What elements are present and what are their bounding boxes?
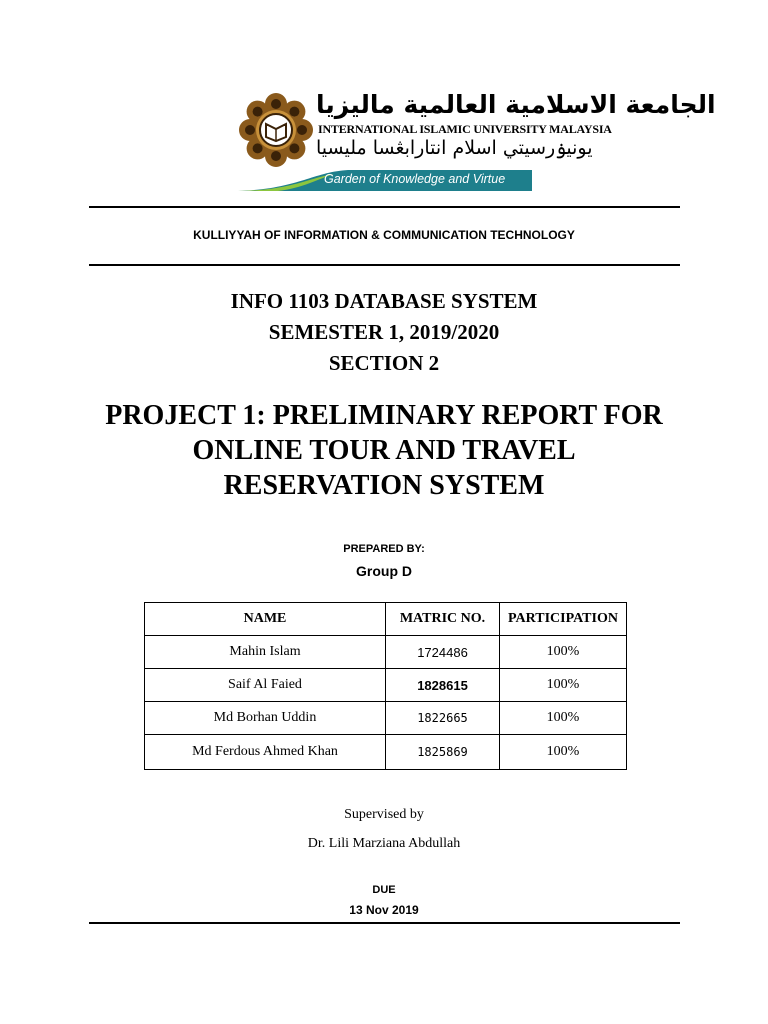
university-logo [236,90,716,194]
course-semester: SEMESTER 1, 2019/2020 [268,320,500,344]
member-matric: 1724486 [386,636,500,669]
header-participation: PARTICIPATION [500,603,627,636]
logo-tagline: Garden of Knowledge and Virtue [324,172,506,186]
member-name: Md Ferdous Ahmed Khan [145,735,386,770]
prepared-by-label: PREPARED BY: [343,543,425,555]
logo-jawi-name: يونيۏرسيتي اسلام انتارابڠسا مليسيا [316,137,593,159]
logo-english-name: INTERNATIONAL ISLAMIC UNIVERSITY MALAYSIA [318,122,612,136]
member-matric: 1828615 [386,669,500,702]
course-code-name: INFO 1103 DATABASE SYSTEM [230,289,538,313]
member-participation: 100% [500,636,627,669]
member-table [144,602,627,770]
member-participation: 100% [500,669,627,702]
course-section: SECTION 2 [328,351,440,375]
member-participation: 100% [500,702,627,735]
divider-top [89,206,680,208]
divider-bottom [89,264,680,266]
member-name: Saif Al Faied [145,669,386,702]
group-name: Group D [356,563,412,579]
member-name: Mahin Islam [145,636,386,669]
due-date: 13 Nov 2019 [349,903,419,917]
title-line: PROJECT 1: PRELIMINARY REPORT FOR [105,400,663,431]
table-row [145,735,627,770]
table-row [145,669,627,702]
university-emblem-icon [236,90,316,170]
course-block [0,286,768,379]
title-line: ONLINE TOUR AND TRAVEL [192,435,576,466]
table-header-row [145,603,627,636]
title-line: RESERVATION SYSTEM [223,470,545,501]
header-name: NAME [145,603,386,636]
logo-tagline-band [238,170,532,191]
member-participation: 100% [500,735,627,770]
logo-arabic-name: الجامعة الاسلامية العالمية ماليزيا [316,90,716,119]
member-name: Md Borhan Uddin [145,702,386,735]
table-row [145,636,627,669]
member-matric: 1822665 [386,702,500,735]
supervised-by-label: Supervised by [344,807,424,822]
faculty-name: KULLIYYAH OF INFORMATION & COMMUNICATION TECHNOLOGY [193,228,575,242]
report-title [0,398,768,503]
divider-footer [89,922,680,924]
table-row [145,702,627,735]
member-matric: 1825869 [386,735,500,770]
header-matric: MATRIC NO. [386,603,500,636]
due-label: DUE [372,884,396,896]
supervisor-name: Dr. Lili Marziana Abdullah [307,836,461,851]
